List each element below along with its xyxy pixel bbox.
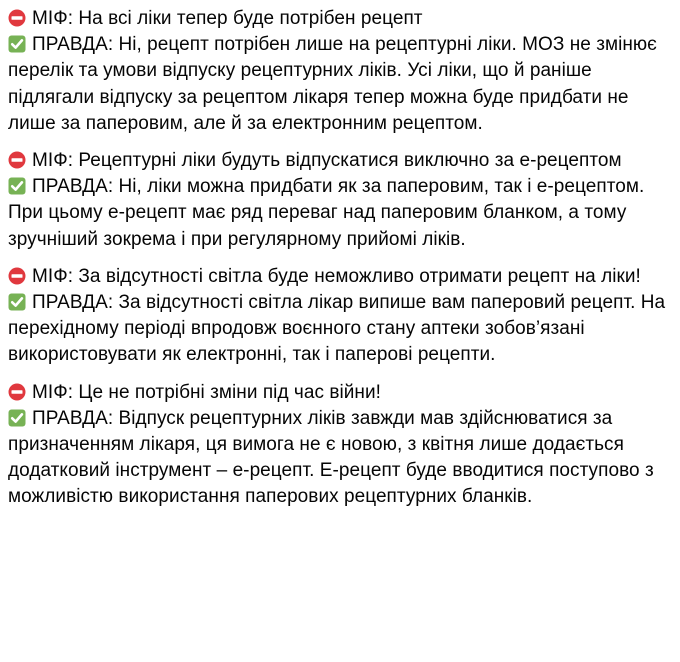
check-mark-button-icon <box>8 177 26 195</box>
myth-text: МІФ: Це не потрібні зміни під час війни! <box>32 381 381 403</box>
check-mark-button-icon <box>8 409 26 427</box>
truth-line <box>8 174 670 253</box>
myth-truth-item-3 <box>8 264 670 369</box>
myth-text: МІФ: За відсутності світла буде неможливо отримати рецепт на ліки! <box>32 265 641 287</box>
myth-line <box>8 148 670 174</box>
myth-text: МІФ: Рецептурні ліки будуть відпускатися виключно за е-рецептом <box>32 150 622 172</box>
truth-text: ПРАВДА: Ні, рецепт потрібен лише на рецептурні ліки. МОЗ не змінює перелік та умови відпуску рецептурних ліків. Усі ліки, що й раніше підлягали відпуску за рецептом лікаря тепер можна буде придбати не лише за паперовим, але й за електронним рецептом. <box>8 34 657 134</box>
no-entry-icon <box>8 267 26 285</box>
no-entry-icon <box>8 151 26 169</box>
truth-line <box>8 406 670 511</box>
myth-line <box>8 380 670 406</box>
myth-line <box>8 264 670 290</box>
myth-text: МІФ: На всі ліки тепер буде потрібен рецепт <box>32 8 423 29</box>
myth-line <box>8 6 670 32</box>
myth-truth-item-1 <box>8 6 670 137</box>
truth-text: ПРАВДА: Ні, ліки можна придбати як за паперовим, так і е-рецептом. При цьому е-рецепт має ряд переваг над паперовим бланком, а тому зручніший зокрема і при регулярному прийомі ліків. <box>8 176 645 250</box>
check-mark-button-icon <box>8 293 26 311</box>
truth-line <box>8 290 670 369</box>
myth-truth-item-2 <box>8 148 670 253</box>
myth-truth-item-4 <box>8 380 670 511</box>
check-mark-button-icon <box>8 35 26 53</box>
truth-line <box>8 32 670 137</box>
truth-text: ПРАВДА: За відсутності світла лікар випише вам паперовий рецепт. На перехідному періоді впродовж воєнного стану аптеки зобов’язані використовувати як електронні, так і паперові рецепти. <box>8 292 666 366</box>
no-entry-icon <box>8 9 26 27</box>
truth-text: ПРАВДА: Відпуск рецептурних ліків завжди мав здійснюватися за призначенням лікаря, ця вимога не є новою, з квітня лише додається додатковий інструмент – е-рецепт. Е-рецепт буде вводитися поступово з можливістю використання паперових рецептурних бланків. <box>8 407 654 508</box>
no-entry-icon <box>8 383 26 401</box>
